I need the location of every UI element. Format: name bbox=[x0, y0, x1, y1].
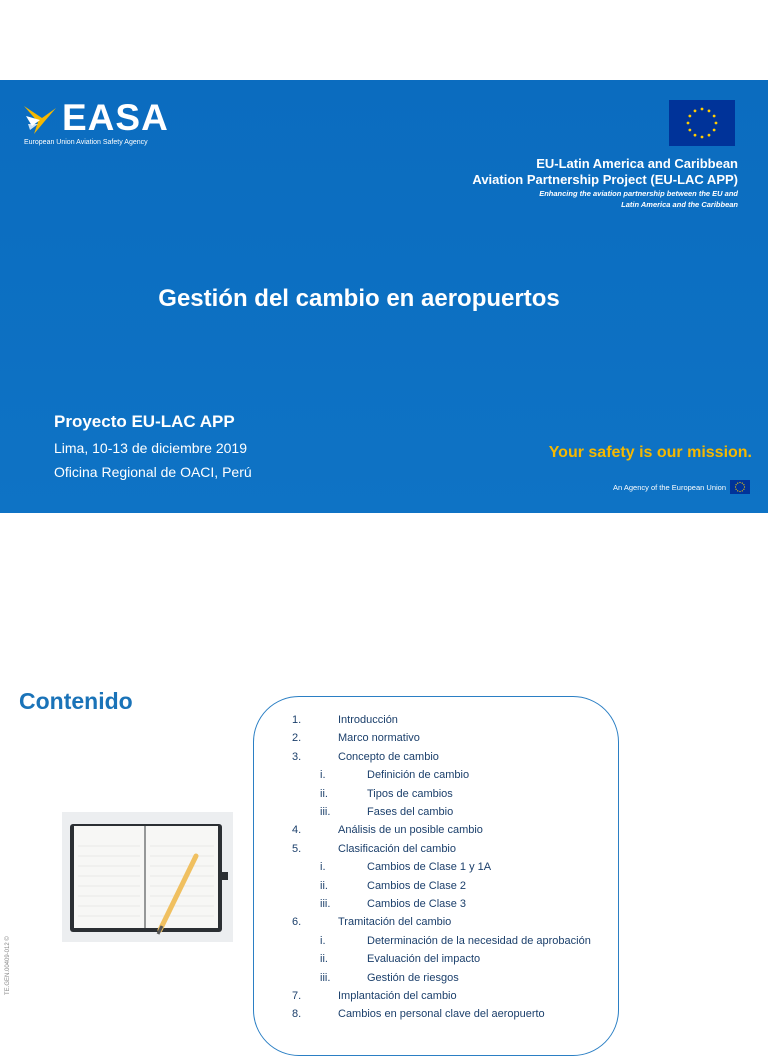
eu-star bbox=[744, 486, 745, 487]
toc-item-number: 5. bbox=[292, 842, 302, 855]
toc-item-text: Marco normativo bbox=[338, 732, 420, 745]
project-line-2: Aviation Partnership Project (EU-LAC APP) bbox=[472, 172, 738, 187]
toc-item-number: i. bbox=[320, 934, 326, 947]
eu-star bbox=[742, 490, 743, 491]
toc-item-text: Cambios de Clase 2 bbox=[367, 879, 467, 892]
eu-stars-icon bbox=[669, 100, 735, 146]
contents-slide bbox=[0, 660, 768, 1024]
toc-item-number: 4. bbox=[292, 824, 302, 837]
toc-item-text: Cambios de Clase 3 bbox=[367, 898, 467, 910]
eu-star bbox=[742, 483, 743, 484]
toc-item-number: i. bbox=[320, 861, 326, 874]
mini-eu-flag-icon bbox=[730, 480, 750, 494]
toc-item-number: 1. bbox=[292, 714, 302, 726]
toc-item-number: 2. bbox=[292, 732, 302, 745]
toc-item-text: Clasificación del cambio bbox=[338, 842, 456, 855]
eu-star bbox=[735, 486, 736, 487]
eu-star bbox=[736, 489, 737, 490]
eu-star bbox=[715, 122, 718, 125]
contents-heading: Contenido bbox=[19, 688, 133, 714]
toc-item-number: ii. bbox=[320, 787, 328, 800]
toc-item-number: ii. bbox=[320, 879, 328, 892]
toc-item-number: iii. bbox=[320, 898, 331, 910]
toc-item-text: Análisis de un posible cambio bbox=[338, 824, 483, 837]
agency-text: An Agency of the European Union bbox=[613, 482, 726, 492]
eu-star bbox=[743, 484, 744, 485]
eu-star bbox=[687, 122, 690, 125]
toc-item-number: 3. bbox=[292, 750, 302, 763]
eu-star bbox=[739, 491, 740, 492]
toc-item-number: iii. bbox=[320, 806, 331, 818]
toc-item-text: Concepto de cambio bbox=[338, 750, 439, 763]
eu-star bbox=[713, 129, 716, 132]
logo-wordmark: EASA bbox=[62, 97, 169, 138]
toc-item-text: Determinación de la necesidad de aprobación bbox=[367, 934, 591, 947]
toc-item-text: Cambios en personal clave del aeropuerto bbox=[338, 1008, 545, 1021]
diary-photo bbox=[62, 812, 233, 942]
eu-star bbox=[739, 482, 740, 483]
eu-star bbox=[737, 483, 738, 484]
toc-item-text: Definición de cambio bbox=[367, 769, 470, 782]
toc-item-number: ii. bbox=[320, 953, 328, 966]
eu-star bbox=[688, 115, 691, 118]
eu-star bbox=[694, 109, 697, 112]
logo-subtitle: European Union Aviation Safety Agency bbox=[24, 139, 148, 146]
title-slide bbox=[0, 80, 768, 513]
eu-flag bbox=[669, 100, 735, 146]
eu-star bbox=[701, 108, 704, 111]
event-date: Lima, 10-13 de diciembre 2019 bbox=[54, 440, 248, 456]
toc-item-text: Introducción bbox=[338, 714, 398, 726]
eu-star bbox=[694, 134, 697, 137]
eu-star bbox=[701, 136, 704, 139]
project-line-1: EU-Latin America and Caribbean bbox=[536, 156, 738, 171]
project-block bbox=[472, 156, 738, 210]
slide-title: Gestión del cambio en aeropuertos bbox=[158, 285, 560, 312]
eu-star bbox=[708, 134, 711, 137]
eu-star bbox=[737, 490, 738, 491]
toc-item-text: Implantación del cambio bbox=[338, 990, 457, 1002]
tagline-1: Enhancing the aviation partnership between the EU and bbox=[539, 189, 738, 198]
eu-star bbox=[708, 109, 711, 112]
toc-item-text: Fases del cambio bbox=[367, 806, 454, 818]
toc-item-number: 7. bbox=[292, 990, 302, 1002]
toc-item-text: Tipos de cambios bbox=[367, 787, 453, 800]
toc-item-text: Cambios de Clase 1 y 1A bbox=[367, 861, 492, 874]
eu-star bbox=[743, 489, 744, 490]
toc-item-number: 6. bbox=[292, 916, 302, 929]
toc-item-text: Tramitación del cambio bbox=[338, 916, 452, 929]
eu-star bbox=[688, 129, 691, 132]
toc-item-number: 8. bbox=[292, 1008, 302, 1021]
easa-logo bbox=[22, 97, 169, 150]
tagline-2: Latin America and the Caribbean bbox=[621, 200, 738, 209]
toc-item-number: iii. bbox=[320, 971, 331, 984]
eu-star bbox=[713, 115, 716, 118]
toc-item-text: Gestión de riesgos bbox=[367, 971, 459, 984]
agency-line bbox=[613, 480, 750, 494]
eu-star bbox=[736, 484, 737, 485]
toc-item-text: Evaluación del impacto bbox=[367, 953, 481, 966]
toc-item-number: i. bbox=[320, 769, 326, 782]
mission-statement: Your safety is our mission. bbox=[548, 444, 752, 461]
easa-bird-icon bbox=[22, 102, 58, 136]
project-name: Proyecto EU-LAC APP bbox=[54, 412, 235, 431]
notebook-pencil-icon bbox=[62, 812, 233, 942]
document-code: TE.GEN.00409-012 © bbox=[5, 936, 11, 995]
event-location: Oficina Regional de OACI, Perú bbox=[54, 464, 252, 480]
